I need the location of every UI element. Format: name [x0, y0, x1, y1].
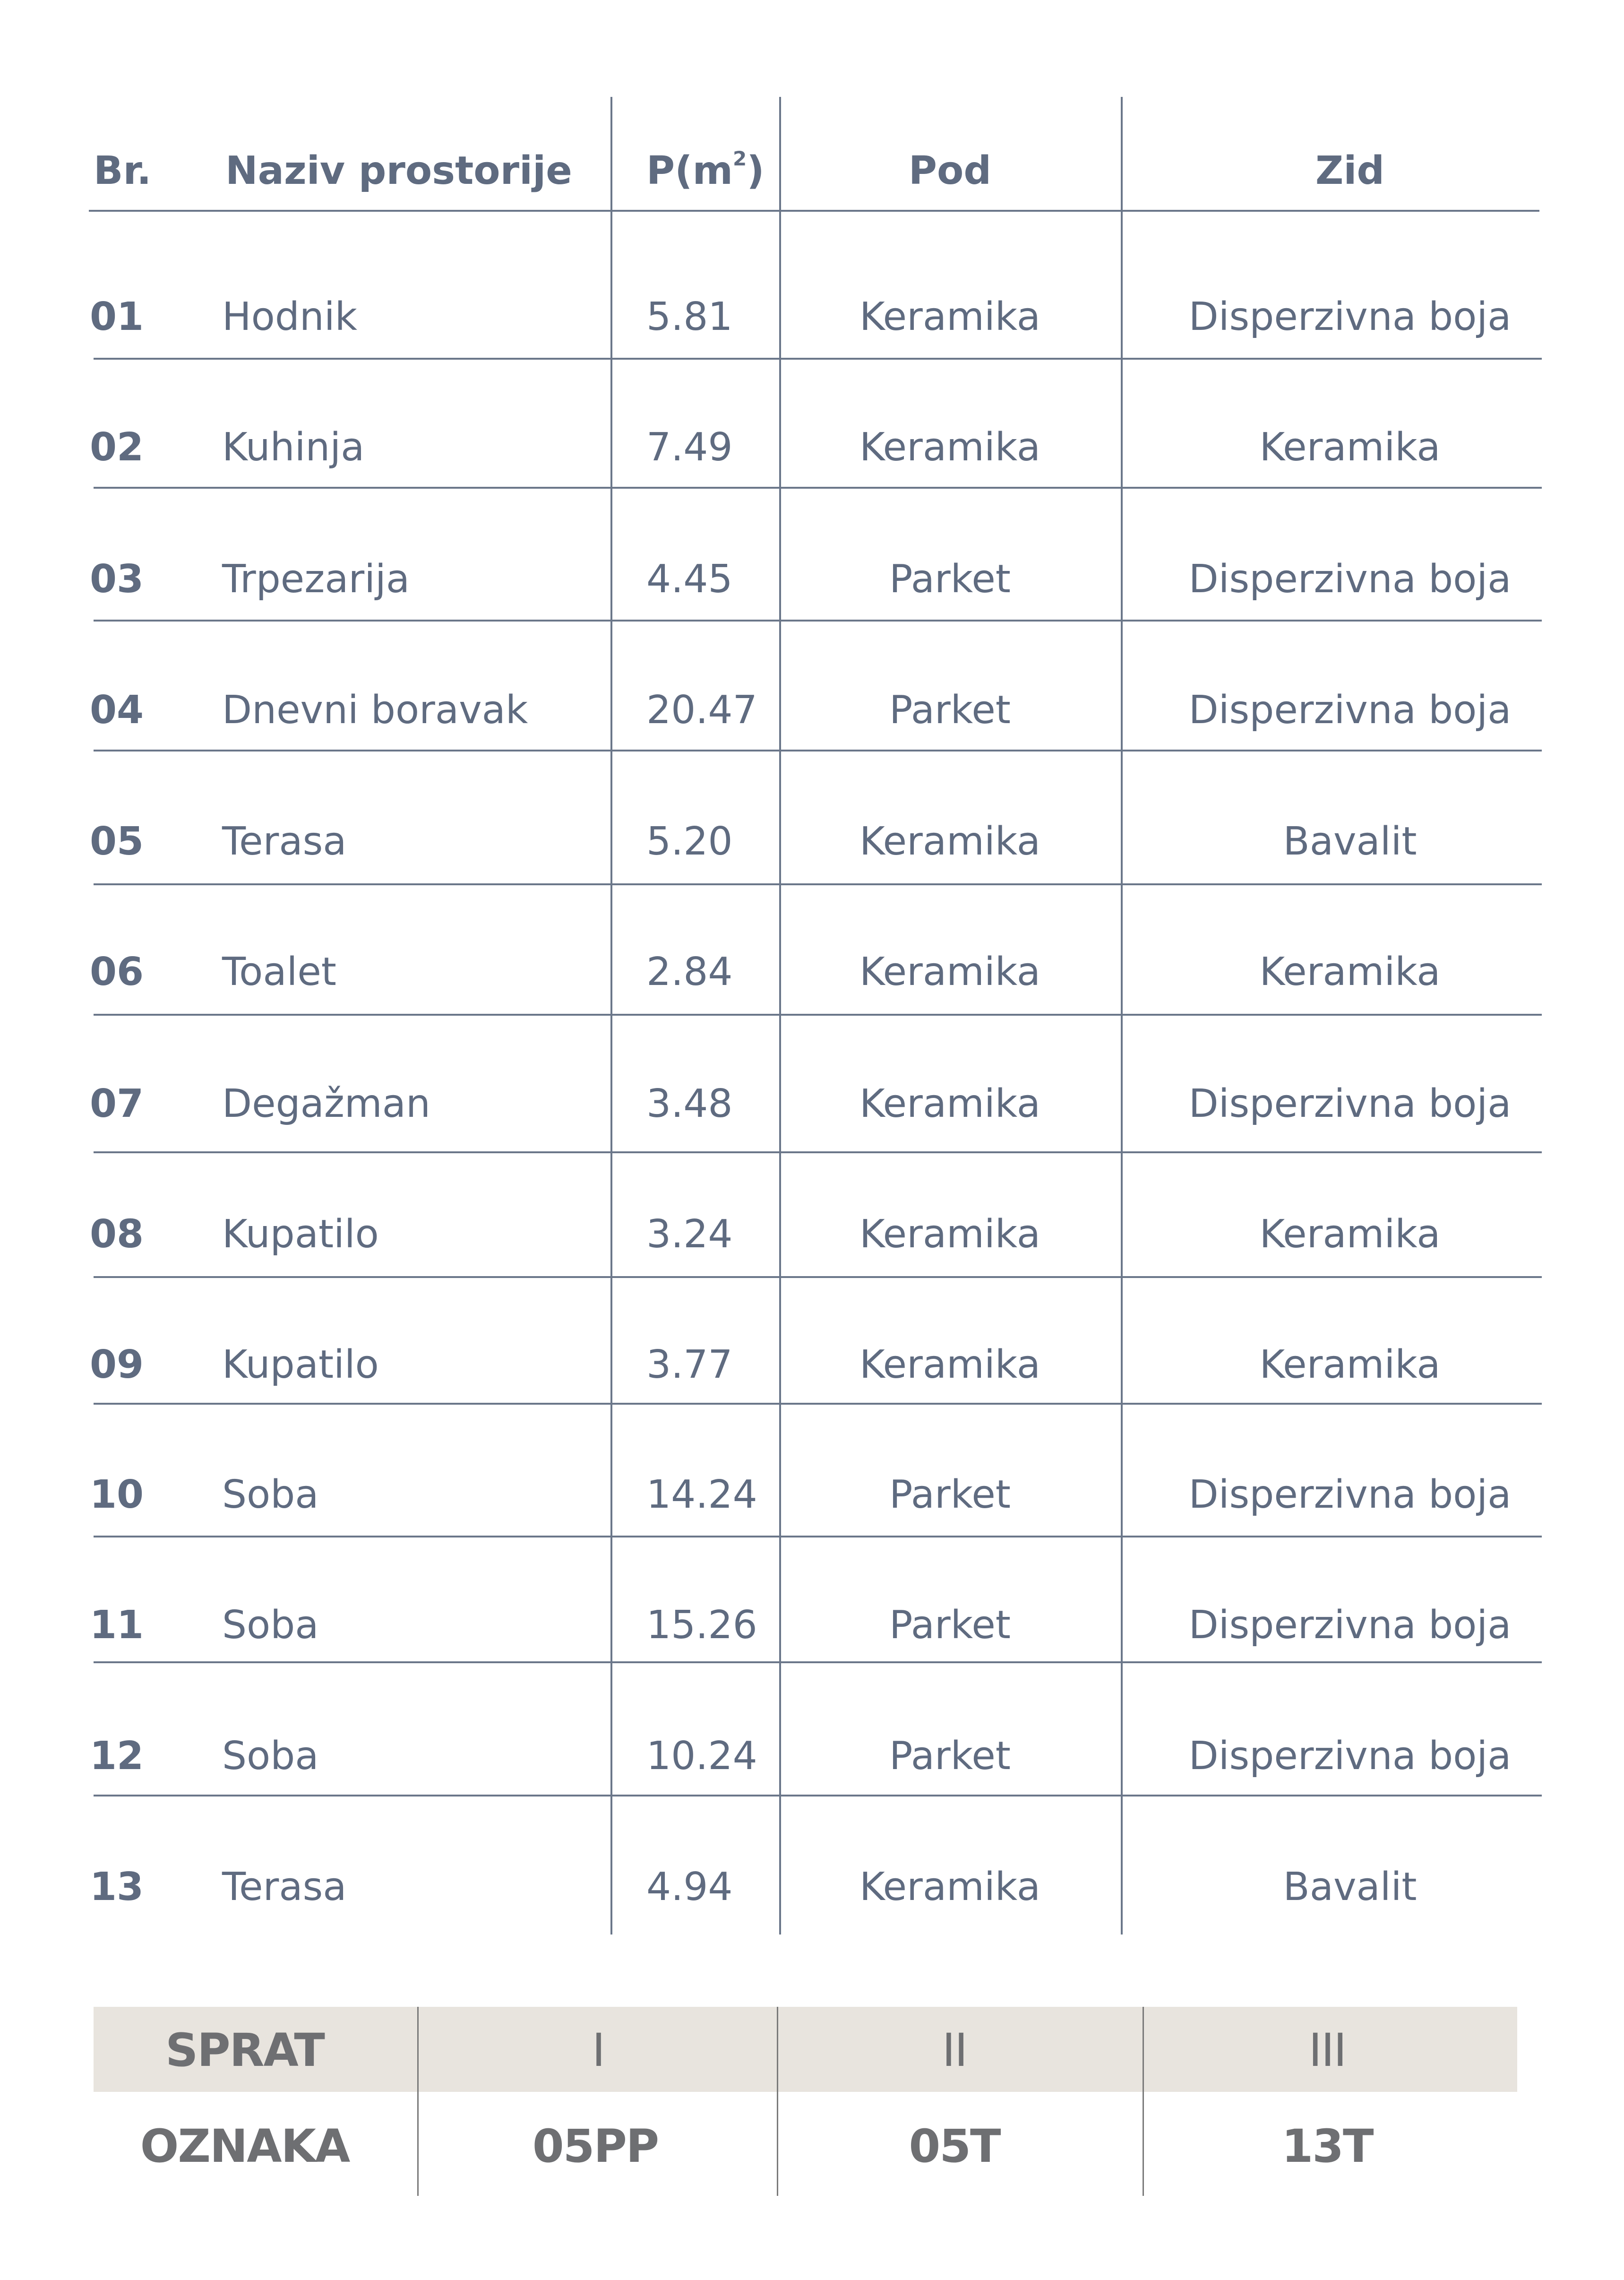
header-area-superscript: 2 [733, 147, 747, 170]
wall-material: Keramika [1259, 1342, 1441, 1387]
room-area: 20.47 [646, 688, 757, 733]
row-divider [94, 1403, 1542, 1405]
wall-material: Bavalit [1283, 819, 1417, 864]
row-number: 07 [90, 1081, 144, 1126]
legend-oznaka-ii: 05T [909, 2120, 1000, 2173]
wall-material: Bavalit [1283, 1865, 1417, 1909]
row-number: 06 [90, 950, 144, 994]
legend-oznaka-i: 05PP [532, 2120, 659, 2173]
room-area: 5.20 [646, 819, 733, 864]
wall-material: Disperzivna boja [1188, 557, 1512, 602]
legend-divider [417, 2007, 419, 2196]
row-number: 10 [90, 1472, 144, 1517]
floor-material: Keramika [859, 1342, 1041, 1387]
wall-material: Disperzivna boja [1188, 1603, 1512, 1648]
legend-divider [777, 2007, 778, 2196]
row-divider [94, 1276, 1542, 1278]
row-divider [94, 1151, 1542, 1153]
wall-material: Keramika [1259, 950, 1441, 994]
row-divider [94, 1536, 1542, 1537]
header-pod: Pod [908, 148, 992, 193]
row-number: 12 [90, 1734, 144, 1779]
room-name: Soba [222, 1734, 319, 1779]
floor-material: Parket [889, 1734, 1011, 1779]
wall-material: Disperzivna boja [1188, 688, 1512, 733]
wall-material: Keramika [1259, 1212, 1441, 1257]
row-number: 02 [90, 425, 144, 470]
wall-material: Disperzivna boja [1188, 1081, 1512, 1126]
header-area [646, 147, 765, 193]
row-number: 11 [90, 1603, 144, 1648]
column-divider [610, 97, 612, 1935]
floor-material: Keramika [859, 950, 1041, 994]
wall-material: Disperzivna boja [1188, 1734, 1512, 1779]
column-divider [1121, 97, 1123, 1935]
room-name: Terasa [222, 819, 347, 864]
legend-divider [1143, 2007, 1144, 2196]
column-divider [779, 97, 781, 1935]
row-number: 01 [90, 294, 144, 339]
header-naziv: Naziv prostorije [225, 148, 572, 193]
row-divider [94, 1661, 1542, 1663]
floor-material: Parket [889, 1603, 1011, 1648]
row-number: 09 [90, 1342, 144, 1387]
row-number: 08 [90, 1212, 144, 1257]
room-name: Terasa [222, 1865, 347, 1909]
floor-material: Keramika [859, 1212, 1041, 1257]
room-area: 15.26 [646, 1603, 757, 1648]
room-area: 10.24 [646, 1734, 757, 1779]
floor-material: Keramika [859, 425, 1041, 470]
floor-legend [94, 2007, 1517, 2196]
row-divider [94, 750, 1542, 751]
room-name: Kuhinja [222, 425, 365, 470]
row-number: 03 [90, 557, 144, 602]
room-name: Trpezarija [222, 557, 410, 602]
room-name: Toalet [222, 950, 336, 994]
room-name: Soba [222, 1603, 319, 1648]
row-divider [94, 358, 1542, 360]
row-number: 05 [90, 819, 144, 864]
room-area: 7.49 [646, 425, 733, 470]
legend-sprat-i: I [592, 2024, 605, 2077]
header-br: Br. [94, 148, 152, 193]
wall-material: Keramika [1259, 425, 1441, 470]
floor-material: Keramika [859, 1081, 1041, 1126]
legend-sprat-iii: III [1308, 2024, 1346, 2077]
floor-material: Parket [889, 557, 1011, 602]
room-area: 5.81 [646, 294, 733, 339]
wall-material: Disperzivna boja [1188, 294, 1512, 339]
row-divider [94, 1014, 1542, 1016]
header-zid: Zid [1315, 148, 1385, 193]
legend-oznaka-label: OZNAKA [140, 2120, 350, 2173]
room-area: 2.84 [646, 950, 733, 994]
floor-material: Keramika [859, 294, 1041, 339]
room-name: Degažman [222, 1081, 431, 1126]
room-name: Kupatilo [222, 1212, 379, 1257]
header-divider [89, 210, 1539, 212]
room-area: 3.48 [646, 1081, 733, 1126]
floor-material: Keramika [859, 1865, 1041, 1909]
row-divider [94, 1795, 1542, 1796]
floor-material: Parket [889, 1472, 1011, 1517]
floor-material: Keramika [859, 819, 1041, 864]
row-divider [94, 487, 1542, 489]
room-name: Kupatilo [222, 1342, 379, 1387]
room-area: 3.77 [646, 1342, 733, 1387]
wall-material: Disperzivna boja [1188, 1472, 1512, 1517]
row-divider [94, 620, 1542, 622]
room-name: Hodnik [222, 294, 358, 339]
room-area: 4.94 [646, 1865, 733, 1909]
row-divider [94, 883, 1542, 885]
room-name: Dnevni boravak [222, 688, 528, 733]
room-area: 3.24 [646, 1212, 733, 1257]
room-area: 4.45 [646, 557, 733, 602]
header-area-close: ) [747, 148, 765, 193]
row-number: 13 [90, 1865, 144, 1909]
row-number: 04 [90, 688, 144, 733]
legend-sprat-label: SPRAT [165, 2024, 324, 2077]
floor-material: Parket [889, 688, 1011, 733]
room-name: Soba [222, 1472, 319, 1517]
legend-sprat-ii: II [942, 2024, 967, 2077]
room-area: 14.24 [646, 1472, 757, 1517]
header-area-base: P(m [646, 148, 733, 193]
legend-oznaka-iii: 13T [1281, 2120, 1373, 2173]
